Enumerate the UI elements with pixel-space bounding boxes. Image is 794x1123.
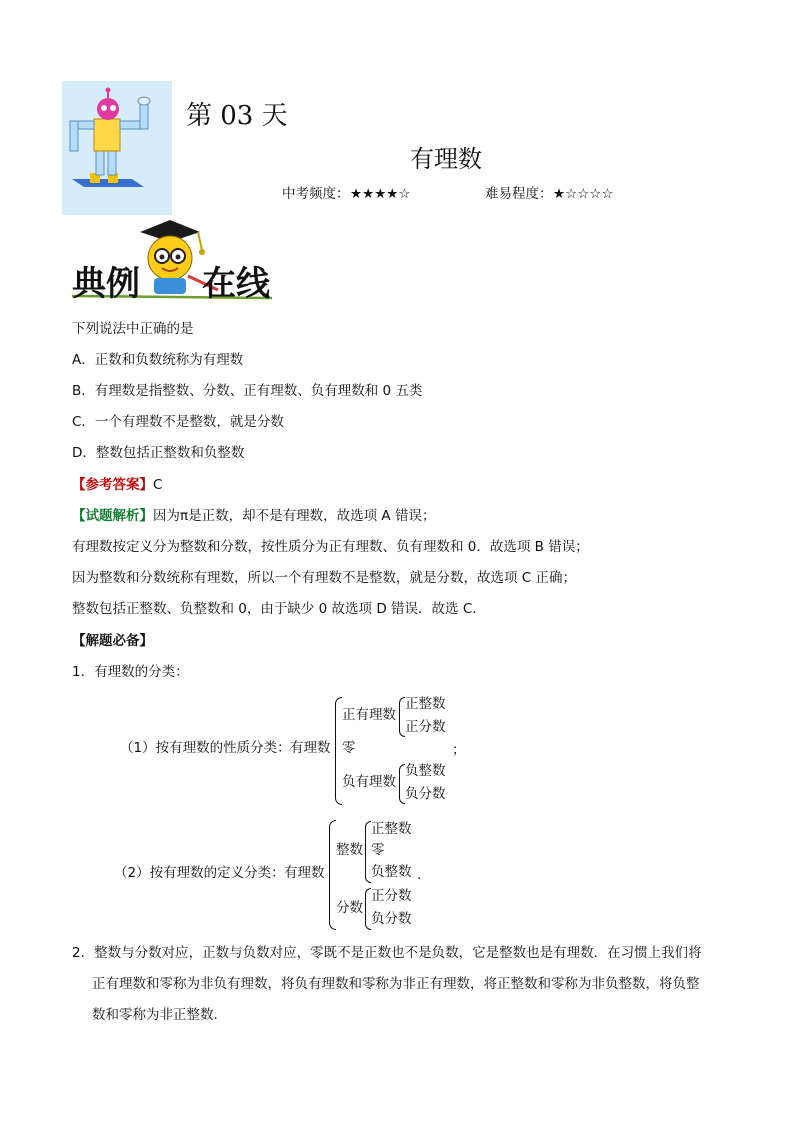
tree1-b2: 零 — [342, 740, 356, 756]
option-c: C．一个有理数不是整数，就是分数 — [72, 414, 284, 430]
difficulty-stars: ★☆☆☆☆ — [553, 186, 614, 202]
robot-illustration — [62, 81, 172, 215]
tree1-b3: 负有理数 — [342, 774, 396, 790]
tree2-b1a: 正整数 — [371, 821, 412, 837]
option-b: B．有理数是指整数、分数、正有理数、负有理数和 0 五类 — [72, 383, 423, 399]
frequency-stars: ★★★★☆ — [350, 186, 411, 202]
tree1-intro: （1）按有理数的性质分类： — [120, 740, 291, 756]
essentials-item-2-line-1: 2．整数与分数对应，正数与负数对应，零既不是正数也不是负数，它是整数也是有理数．在习惯上我们将 — [72, 945, 702, 961]
answer-value: C — [153, 477, 163, 493]
option-d: D．整数包括正整数和负整数 — [72, 445, 245, 461]
analysis-line-1 — [72, 507, 435, 525]
tree1-root: 有理数 — [290, 740, 331, 756]
tree2-b2a: 正分数 — [371, 888, 412, 904]
answer-line — [72, 476, 162, 494]
answer-label: 【参考答案】 — [72, 477, 153, 493]
day-number: 第 03 天 — [186, 101, 288, 131]
essentials-item-2-line-3: 数和零称为非正整数． — [92, 1007, 227, 1023]
frequency-label: 中考频度： — [282, 186, 350, 202]
tree2-brace-main — [329, 820, 336, 930]
tree1-b3b: 负分数 — [405, 786, 446, 802]
analysis-text-1: 因为π是正数，却不是有理数，故选项 A 错误； — [153, 508, 436, 524]
tree2-b1c: 负整数 — [371, 864, 412, 880]
tree2-end: . — [417, 867, 422, 883]
tree1-b1: 正有理数 — [342, 707, 396, 723]
difficulty-label: 难易程度： — [485, 186, 553, 202]
tree1-b1a: 正整数 — [405, 696, 446, 712]
analysis-label: 【试题解析】 — [72, 508, 153, 524]
analysis-line-3: 因为整数和分数统称有理数，所以一个有理数不是整数，就是分数，故选项 C 正确； — [72, 570, 577, 586]
essentials-item-1: 1．有理数的分类： — [72, 664, 189, 680]
robot-icon — [62, 81, 172, 215]
tree1-end: ； — [452, 742, 466, 758]
tree2-b1: 整数 — [336, 842, 363, 858]
option-a: A．正数和负数统称为有理数 — [72, 352, 244, 368]
tree1-b3a: 负整数 — [405, 763, 446, 779]
essentials-item-2-line-2: 正有理数和零称为非负有理数，将负有理数和零称为非正有理数，将正整数和零称为非负整数，将负整 — [92, 976, 700, 992]
essentials-label: 【解题必备】 — [72, 633, 153, 649]
tree1-b1b: 正分数 — [405, 719, 446, 735]
tree2-intro: （2）按有理数的定义分类： — [114, 865, 285, 881]
tree1-brace-main — [335, 697, 342, 805]
banner-text-2: 在线 — [202, 264, 270, 304]
section-banner — [68, 218, 278, 303]
analysis-line-4: 整数包括正整数、负整数和 0，由于缺少 0 故选项 D 错误．故选 C． — [72, 601, 486, 617]
tree2-b2: 分数 — [336, 900, 363, 916]
question-stem: 下列说法中正确的是 — [72, 321, 194, 337]
tree2-b2b: 负分数 — [371, 911, 412, 927]
analysis-line-2: 有理数按定义分为整数和分数，按性质分为正有理数、负有理数和 0．故选项 B 错误； — [72, 539, 589, 555]
page-title: 有理数 — [410, 145, 482, 173]
tree2-b1b: 零 — [371, 842, 385, 858]
banner-text-1: 典例 — [72, 264, 140, 304]
tree2-root: 有理数 — [284, 865, 325, 881]
